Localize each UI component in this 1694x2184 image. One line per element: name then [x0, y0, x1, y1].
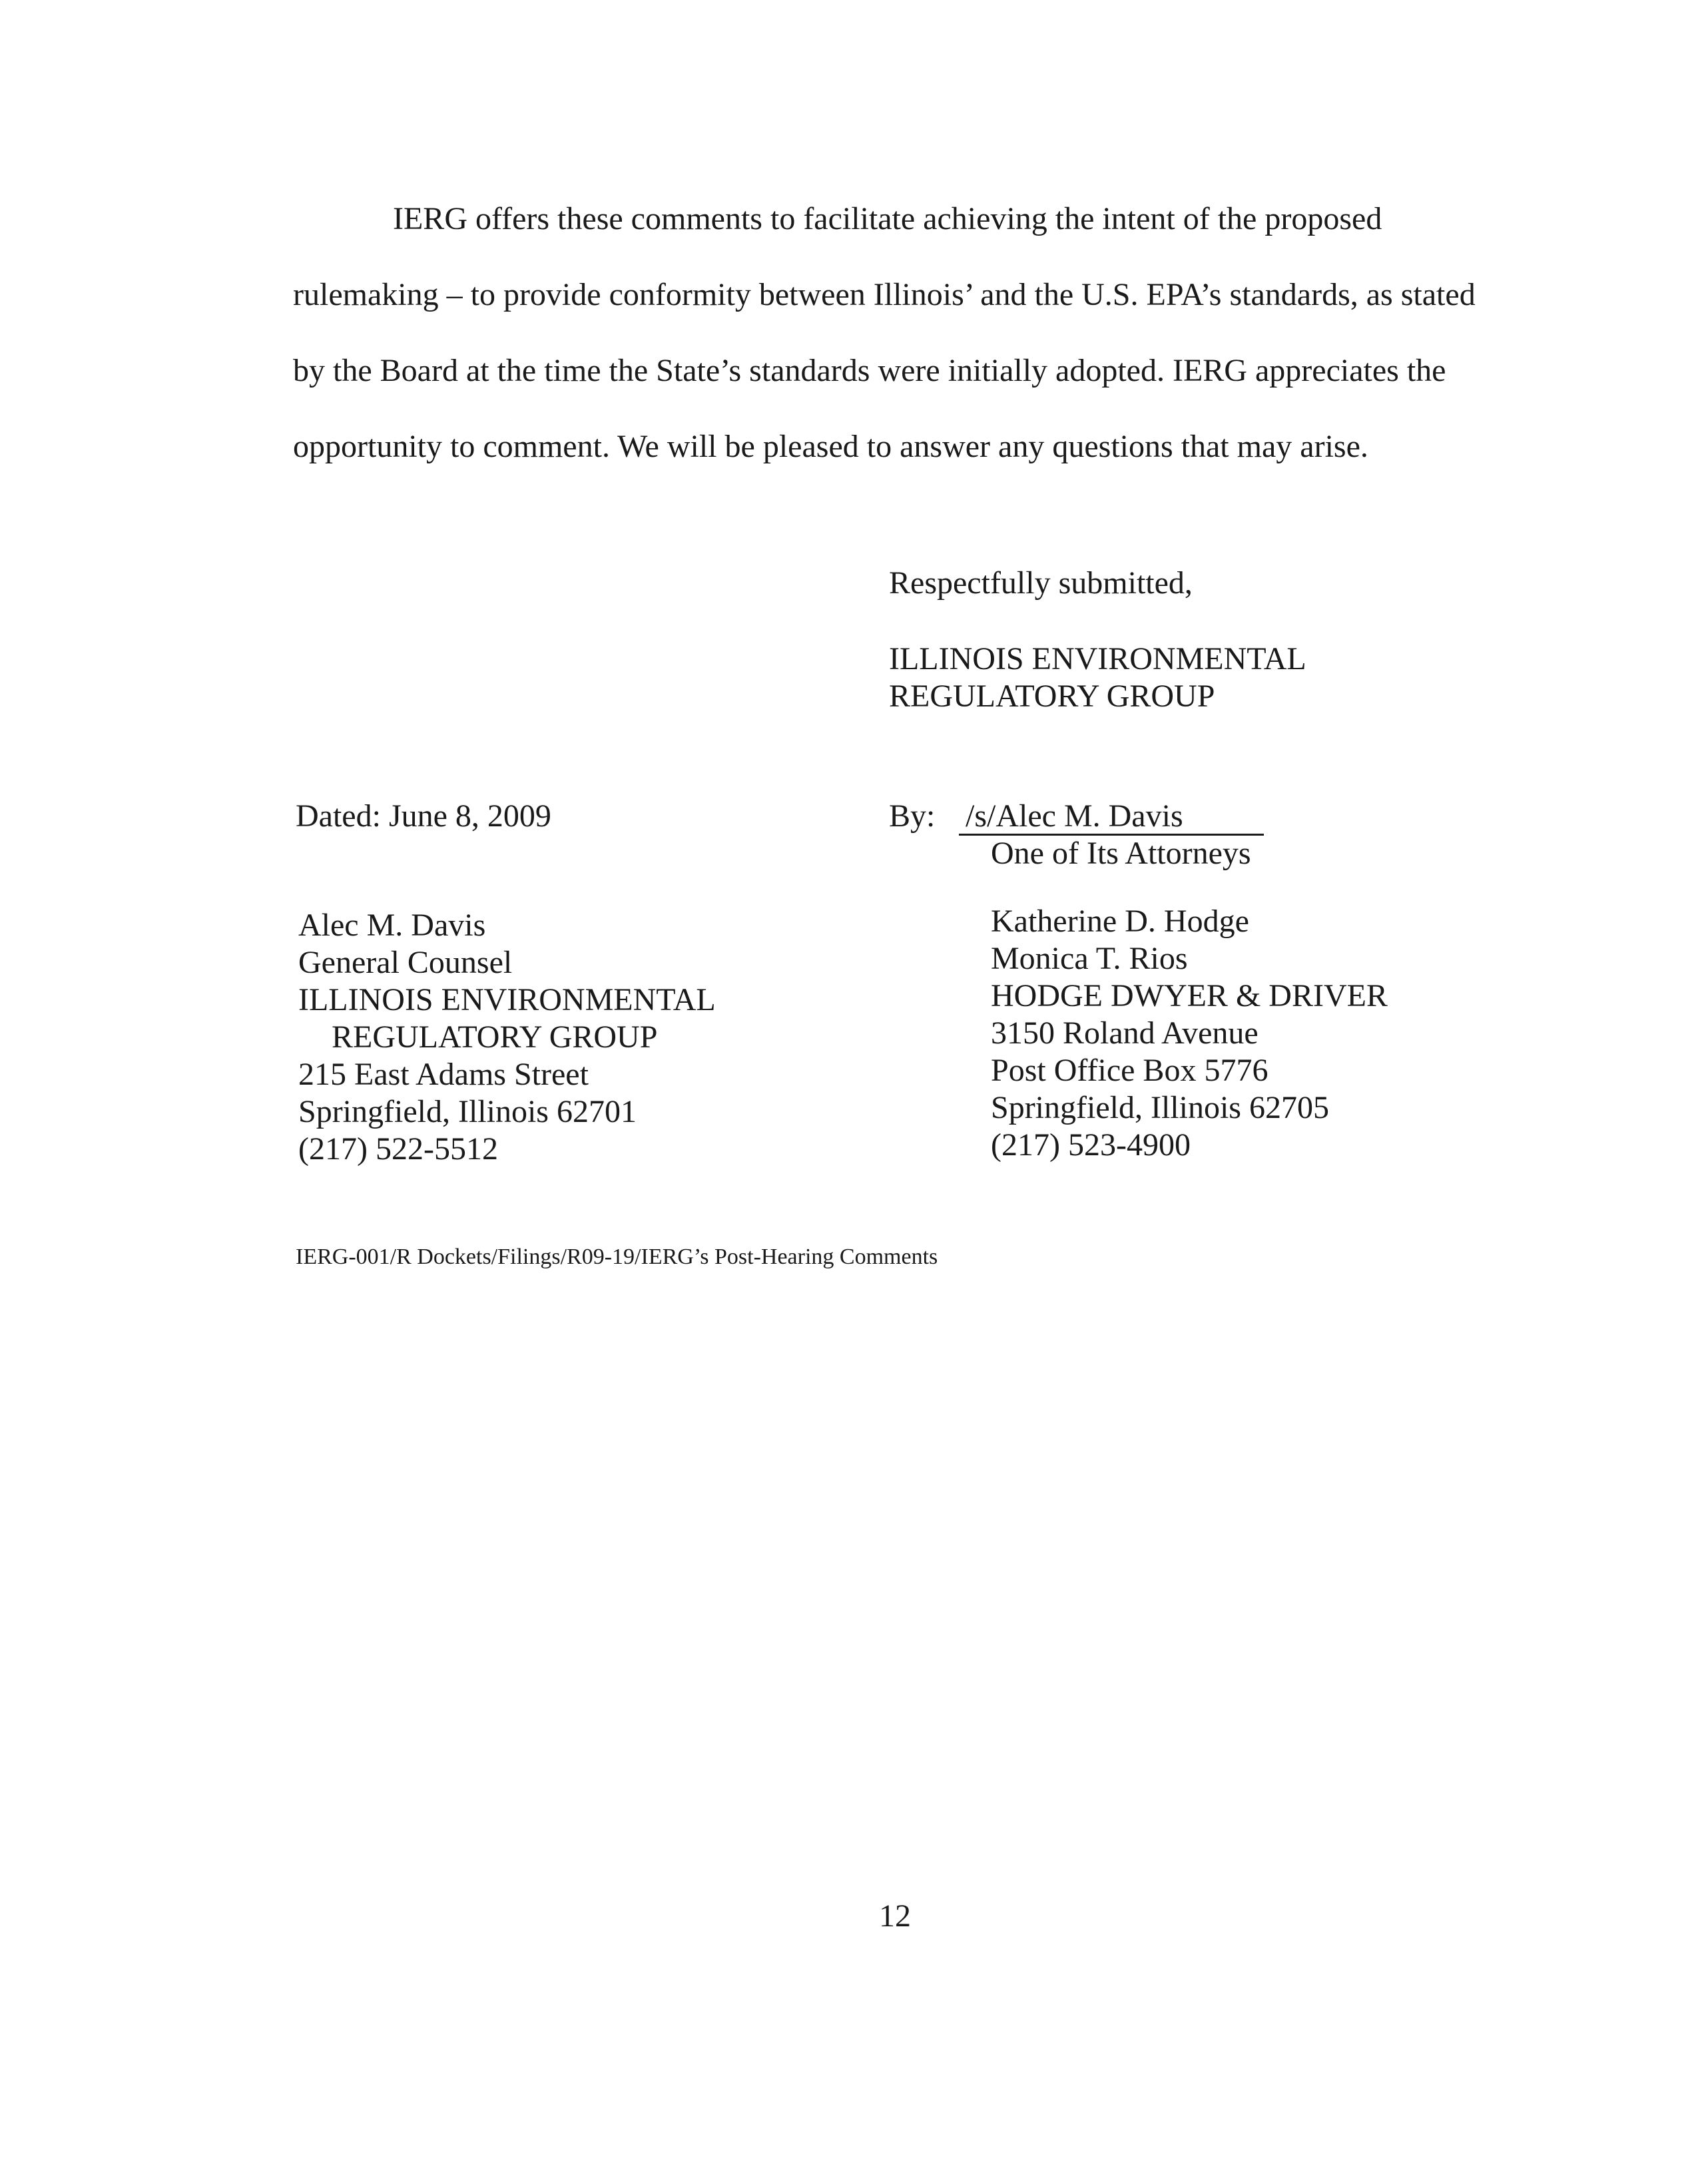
by-label: By: [889, 798, 936, 834]
page-number: 12 [879, 1898, 911, 1934]
left-contact-city: Springfield, Illinois 62701 [298, 1094, 637, 1129]
right-contact-name-1: Katherine D. Hodge [991, 904, 1249, 939]
closing-line [889, 565, 1193, 602]
dated-line [296, 798, 551, 835]
signer-role [991, 835, 1251, 872]
right-contact-phone: (217) 523-4900 [991, 1127, 1191, 1163]
left-contact-org-line-2: REGULATORY GROUP [332, 1019, 658, 1055]
closing-text: Respectfully submitted, [889, 565, 1193, 601]
left-contact-name: Alec M. Davis [298, 908, 486, 943]
right-contact-name-2: Monica T. Rios [991, 941, 1188, 976]
right-contact-block [991, 903, 1388, 1164]
organization-line-1: ILLINOIS ENVIRONMENTAL [889, 641, 1306, 677]
signing-organization [889, 641, 1306, 715]
left-contact-title: General Counsel [298, 945, 513, 980]
right-contact-street: 3150 Roland Avenue [991, 1015, 1259, 1051]
dated-text: Dated: June 8, 2009 [296, 798, 551, 834]
left-contact-org-line-1: ILLINOIS ENVIRONMENTAL [298, 982, 716, 1017]
electronic-signature: /s/Alec M. Davis [959, 799, 1264, 836]
left-contact-block [298, 907, 716, 1168]
body-paragraph: IERG offers these comments to facilitate achieving the intent of the proposed rulemaking – to provide conformity between Illinois’ and the U.S. EPA’s standards, as stated by the Board at the time the State’s standards were initially adopted. IERG appreciates the opportunity to comment. We will be pleased to answer any questions that may arise. [293, 201, 1476, 464]
signer-role-text: One of Its Attorneys [991, 836, 1251, 871]
document-reference: IERG-001/R Dockets/Filings/R09-19/IERG’s Post-Hearing Comments [296, 1244, 938, 1269]
right-contact-firm: HODGE DWYER & DRIVER [991, 978, 1388, 1013]
organization-line-2: REGULATORY GROUP [889, 679, 1215, 714]
signature-line [889, 798, 1264, 836]
left-contact-phone: (217) 522-5512 [298, 1131, 498, 1167]
left-contact-street: 215 East Adams Street [298, 1057, 589, 1092]
right-contact-city: Springfield, Illinois 62705 [991, 1090, 1329, 1125]
right-contact-po-box: Post Office Box 5776 [991, 1053, 1269, 1088]
